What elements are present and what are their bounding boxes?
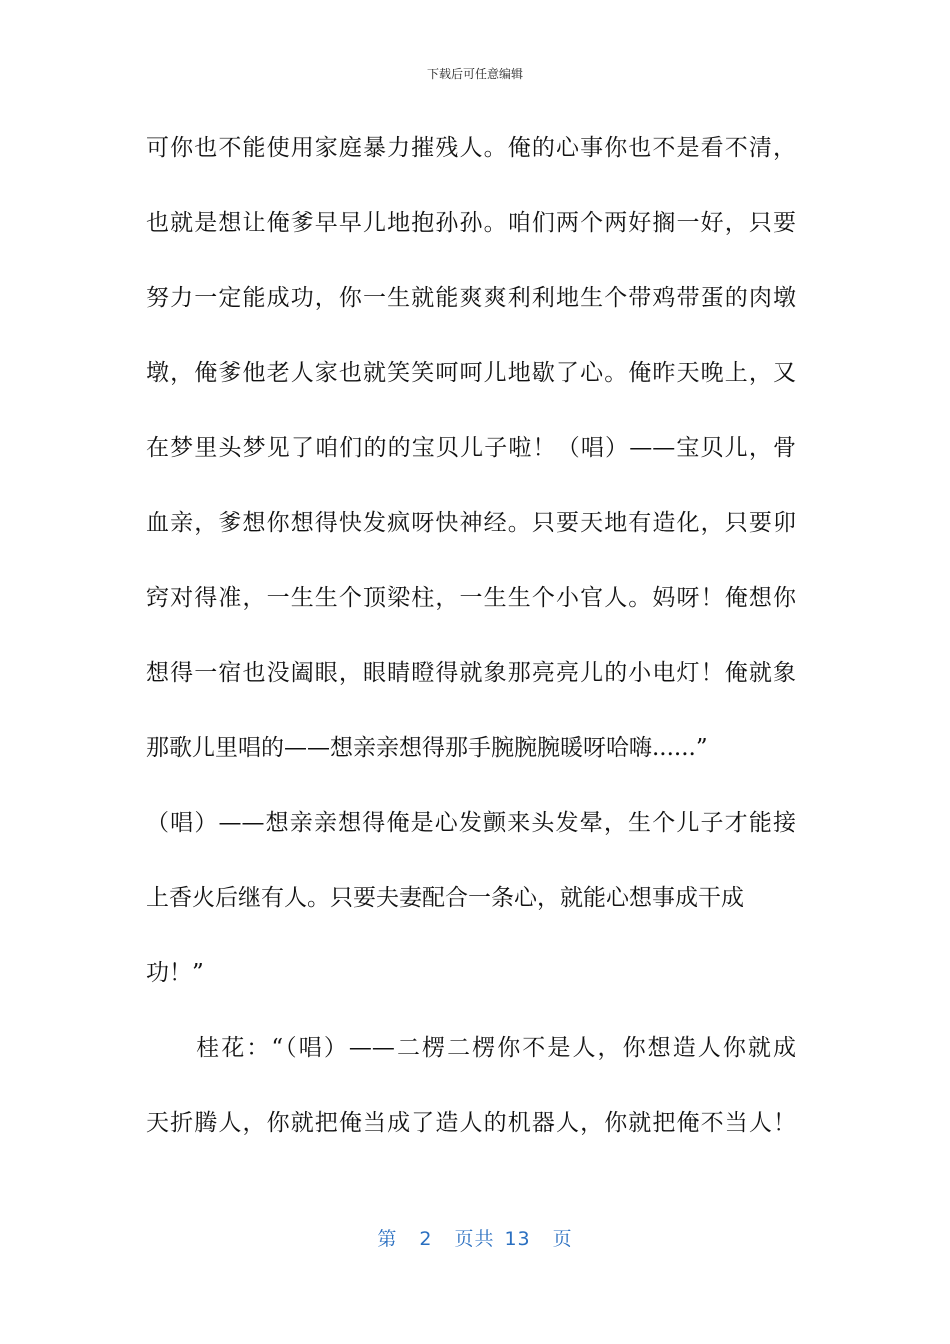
text-line: 上香火后继有人。只要夫妻配合一条心，就能心想事成干成 (146, 885, 744, 911)
text-line: 在梦里头梦见了咱们的的宝贝儿子啦！（唱）——宝贝儿，骨 (146, 435, 796, 461)
text-line: 那歌儿里唱的——想亲亲想得那手腕腕腕暖呀哈嗨......” (146, 735, 708, 761)
page-total: 13 (504, 1228, 531, 1250)
text-line: 也就是想让俺爹早早儿地抱孙孙。咱们两个两好搁一好，只要 (146, 210, 796, 236)
page-number: 2 (419, 1228, 433, 1250)
page-middle: 页共 (454, 1228, 495, 1250)
text-line: 墩，俺爹他老人家也就笑笑呵呵儿地歇了心。俺昨天晚上，又 (146, 360, 796, 386)
page-suffix: 页 (552, 1228, 573, 1250)
body-text (146, 124, 796, 1174)
text-line: 努力一定能成功，你一生就能爽爽利利地生个带鸡带蛋的肉墩 (146, 285, 796, 311)
page-footer (0, 1226, 950, 1252)
text-line: 天折腾人，你就把俺当成了造人的机器人，你就把俺不当人！ (146, 1110, 796, 1136)
page-header: 下载后可任意编辑 (426, 67, 523, 81)
page-prefix: 第 (377, 1228, 398, 1250)
text-line: 可你也不能使用家庭暴力摧残人。俺的心事你也不是看不清， (146, 135, 796, 161)
text-line: 桂花：“（唱）——二楞二楞你不是人，你想造人你就成 (146, 1035, 796, 1061)
text-line: （唱）——想亲亲想得俺是心发颤来头发晕，生个儿子才能接 (146, 810, 796, 836)
text-line: 想得一宿也没阖眼，眼睛瞪得就象那亮亮儿的小电灯！俺就象 (146, 660, 796, 686)
text-line: 窍对得准，一生生个顶梁柱，一生生个小官人。妈呀！俺想你 (146, 585, 796, 611)
text-line: 血亲，爹想你想得快发疯呀快神经。只要天地有造化，只要卯 (146, 510, 796, 536)
text-line: 功！” (146, 960, 204, 986)
